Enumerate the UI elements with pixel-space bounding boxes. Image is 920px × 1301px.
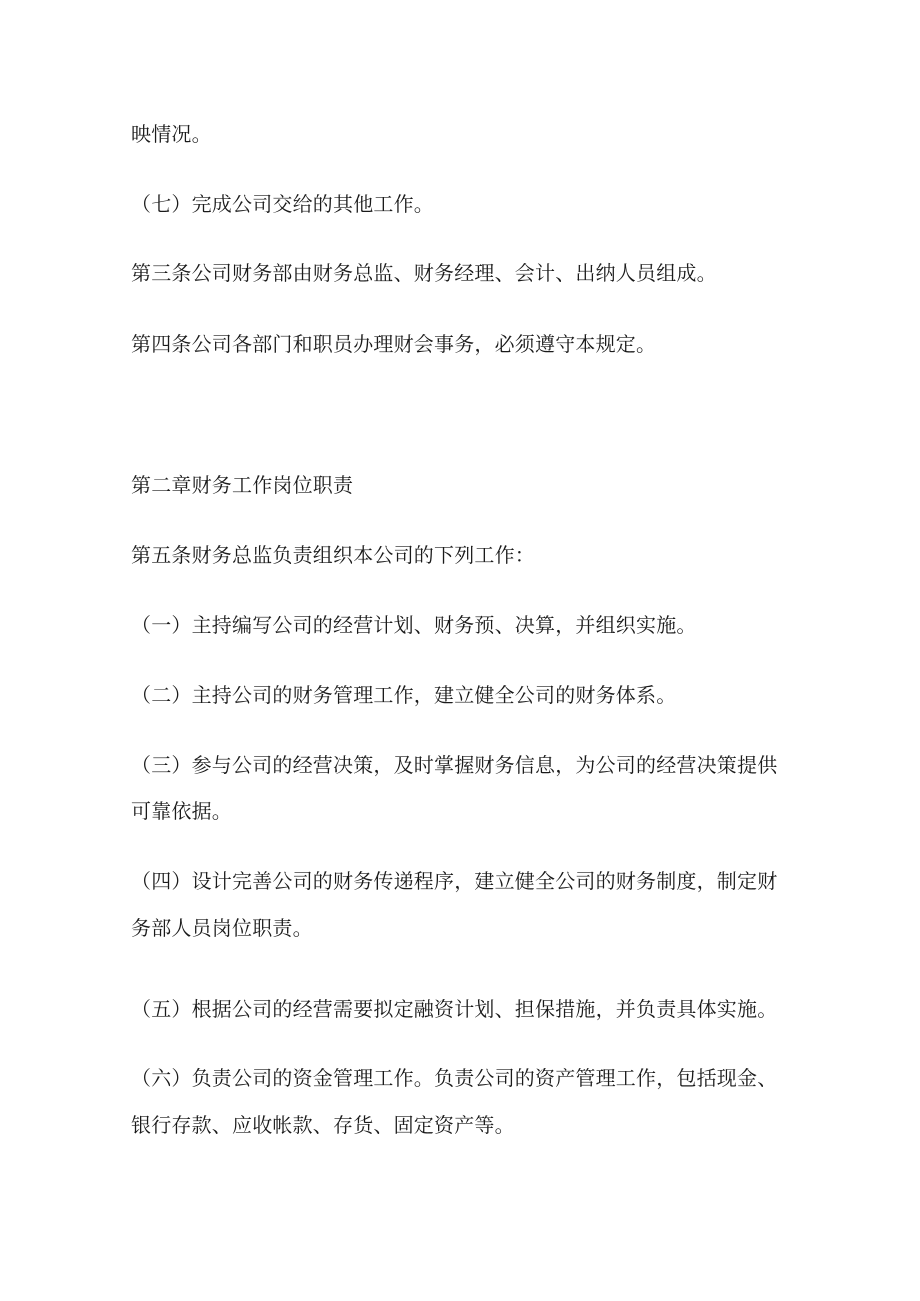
list-item: （六）负责公司的资金管理工作。负责公司的资产管理工作，包括现金、 xyxy=(131,1066,778,1090)
article-paragraph: 第四条公司各部门和职员办理财会事务，必须遵守本规定。 xyxy=(131,332,657,356)
list-item: （四）设计完善公司的财务传递程序，建立健全公司的财务制度，制定财 xyxy=(131,869,778,893)
article-paragraph: 第三条公司财务部由财务总监、财务经理、会计、出纳人员组成。 xyxy=(131,261,717,285)
chapter-heading: 第二章财务工作岗位职责 xyxy=(131,473,354,497)
list-item-continuation: 银行存款、应收帐款、存货、固定资产等。 xyxy=(131,1113,515,1137)
article-paragraph: 第五条财务总监负责组织本公司的下列工作： xyxy=(131,543,535,567)
list-item: （五）根据公司的经营需要拟定融资计划、担保措施，并负责具体实施。 xyxy=(131,997,778,1021)
list-item-continuation: 务部人员岗位职责。 xyxy=(131,916,313,940)
list-item-continuation: 可靠依据。 xyxy=(131,799,232,823)
list-item: （三）参与公司的经营决策，及时掌握财务信息，为公司的经营决策提供 xyxy=(131,753,778,777)
text-line: 映情况。 xyxy=(131,122,212,146)
list-item: （七）完成公司交给的其他工作。 xyxy=(131,192,434,216)
list-item: （一）主持编写公司的经营计划、财务预、决算，并组织实施。 xyxy=(131,613,697,637)
list-item: （二）主持公司的财务管理工作，建立健全公司的财务体系。 xyxy=(131,683,677,707)
